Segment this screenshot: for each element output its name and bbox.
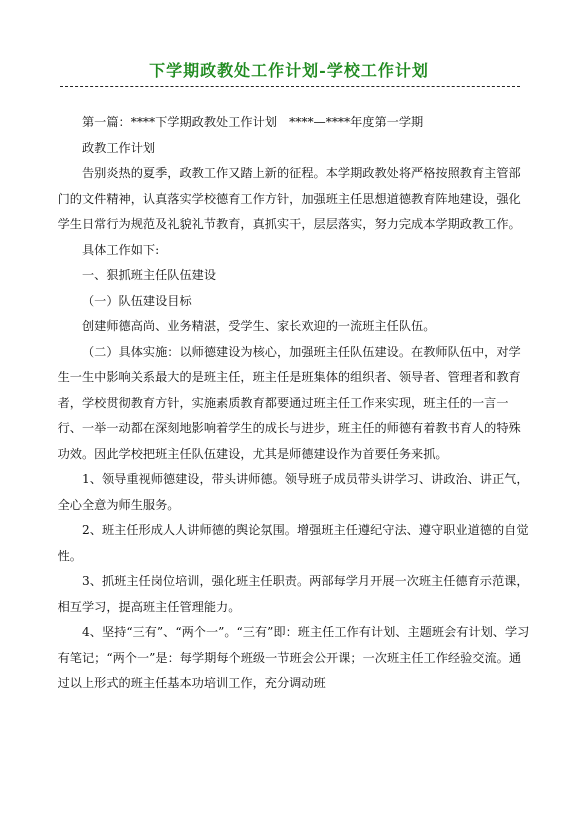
intro-paragraph: 告别炎热的夏季，政教工作又踏上新的征程。本学期政教处将严格按照教育主管部门的文件精神，认真落实学校德育工作方针，加强班主任思想道德教育阵地建设，强化学生日常行为规范及礼貌礼节教育，真抓实干，层层落实，努力完成本学期政教工作。: [57, 166, 521, 231]
list-item: 1、领导重视师德建设，带头讲师德。领导班子成员带头讲学习、讲政治、讲正气，全心全意为师生服务。: [57, 472, 529, 512]
subheading: 政教工作计划: [82, 140, 156, 155]
section-heading: 第一篇：****下学期政教处工作计划 ****—****年度第一学期: [82, 115, 424, 129]
section-heading-1: 一、狠抓班主任队伍建设: [82, 268, 217, 282]
document-title: 下学期政教处工作计划-学校工作计划: [149, 61, 429, 80]
paragraph: （二）具体实施：以师德建设为核心，加强班主任队伍建设。在教师队伍中，对学生一生中影响关系最大的是班主任，班主任是班集体的组织者、领导者、管理者和教育者，学校贯彻教育方针，实施素质教育都要通过班主任工作来实现，班主任的一言一行、一举一动都在深刻地影响着学生的成长与进步，班主任的师德有着教书育人的特殊功效。因此学校把班主任队伍建设，尤其是师德建设作为首要任务来抓。: [57, 344, 521, 461]
title-divider: [60, 86, 520, 87]
list-item: 2、班主任形成人人讲师德的舆论氛围。增强班主任遵纪守法、遵守职业道德的自觉性。: [57, 523, 529, 563]
list-intro: 具体工作如下:: [82, 242, 160, 257]
document-body: [57, 110, 530, 697]
subsection-heading-1: （一）队伍建设目标: [82, 293, 192, 308]
list-item: 4、坚持“三有”、“两个一”。“三有”即：班主任工作有计划、主题班会有计划、学习有笔记；“两个一”是：每学期每个班级一节班会公开课；一次班主任工作经验交流。通过以上形式的班主任基本功培训工作，充分调动班: [57, 625, 530, 690]
list-item: 3、抓班主任岗位培训，强化班主任职责。两部每学月开展一次班主任德育示范课，相互学习，提高班主任管理能力。: [57, 574, 529, 614]
paragraph: 创建师德高尚、业务精湛，受学生、家长欢迎的一流班主任队伍。: [82, 319, 436, 333]
